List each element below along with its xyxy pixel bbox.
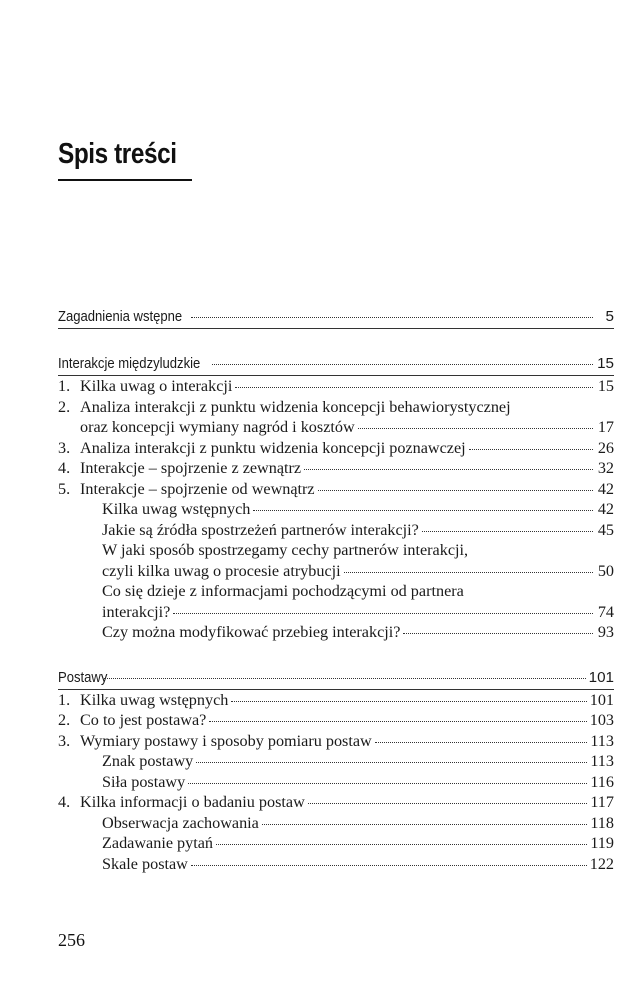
dot-leader	[358, 427, 593, 429]
toc-section-heading[interactable]	[58, 306, 614, 329]
entry-title: Wymiary postawy i sposoby pomiaru postaw	[80, 731, 372, 750]
entry-title: W jaki sposób spostrzegamy cechy partnerów interakcji,	[102, 541, 469, 559]
entry-title: Interakcje – spojrzenie z zewnątrz	[80, 459, 302, 477]
toc-entry[interactable]	[58, 833, 614, 854]
dot-leader	[188, 782, 587, 784]
entry-page-number: 119	[590, 834, 614, 852]
section-title: Postawy	[58, 668, 108, 686]
entry-title: Analiza interakcji z punktu widzenia koncepcji poznawczej	[80, 438, 466, 457]
entry-title: Co się dzieje z informacjami pochodzącymi od partnera	[102, 582, 464, 600]
entry-title: interakcji?	[102, 602, 171, 621]
dot-leader	[375, 741, 588, 743]
dot-leader	[308, 802, 588, 804]
entry-title: Znak postawy	[102, 752, 194, 770]
toc-entry[interactable]	[58, 731, 614, 752]
toc-entry[interactable]	[58, 438, 614, 459]
toc-entry[interactable]	[58, 397, 614, 418]
section-title: Zagadnienia wstępne	[58, 308, 183, 325]
entry-title: Analiza interakcji z punktu widzenia koncepcji behawiorystycznej	[80, 397, 511, 416]
entry-title: Kilka uwag o interakcji	[80, 377, 233, 395]
dot-leader	[191, 316, 593, 318]
entry-title: Siła postawy	[102, 772, 186, 791]
entry-page-number: 17	[597, 418, 614, 436]
entry-page-number: 42	[597, 479, 614, 498]
dot-leader	[262, 823, 587, 825]
toc-entry[interactable]	[58, 540, 614, 561]
dot-leader	[209, 720, 586, 722]
entry-page-number: 74	[597, 602, 614, 621]
entry-page-number: 101	[589, 690, 614, 709]
dot-leader	[104, 677, 585, 679]
dot-leader	[231, 700, 586, 702]
toc-section-heading[interactable]	[58, 667, 614, 690]
entry-number: 4.	[58, 793, 71, 811]
entry-number: 1.	[58, 690, 71, 709]
entry-title: Co to jest postawa?	[80, 711, 207, 729]
entry-number: 3.	[58, 731, 71, 750]
dot-leader	[422, 530, 593, 532]
entry-title: Interakcje – spojrzenie od wewnątrz	[80, 479, 315, 498]
entry-page-number: 15	[597, 377, 614, 395]
dot-leader	[212, 363, 593, 365]
section-page-number: 15	[597, 355, 614, 372]
entry-page-number: 118	[590, 813, 614, 832]
toc-entry[interactable]	[58, 854, 614, 875]
toc-entry[interactable]	[58, 813, 614, 834]
section-title: Interakcje międzyludzkie	[58, 355, 201, 372]
dot-leader	[304, 468, 593, 470]
entry-page-number: 26	[597, 438, 614, 457]
section-page-number: 101	[588, 668, 614, 686]
entry-number: 3.	[58, 438, 71, 457]
entry-page-number: 117	[590, 793, 614, 811]
toc-entry[interactable]	[58, 479, 614, 500]
toc-entry[interactable]	[58, 499, 614, 520]
toc-entry[interactable]	[58, 622, 614, 643]
dot-leader	[173, 612, 593, 614]
entry-page-number: 42	[597, 500, 614, 518]
toc-entry[interactable]	[58, 772, 614, 793]
entry-title: oraz koncepcji wymiany nagród i kosztów	[80, 418, 355, 436]
toc-entry[interactable]	[58, 520, 614, 541]
entry-page-number: 113	[590, 731, 614, 750]
entry-title: Obserwacja zachowania	[102, 813, 259, 832]
toc-entry[interactable]	[58, 417, 614, 438]
entry-page-number: 122	[589, 854, 614, 873]
dot-leader	[253, 509, 593, 511]
entry-title: Jakie są źródła spostrzeżeń partnerów interakcji?	[102, 520, 419, 539]
entry-title: Kilka uwag wstępnych	[80, 690, 229, 709]
entry-title: czyli kilka uwag o procesie atrybucji	[102, 561, 341, 580]
entry-number: 5.	[58, 479, 71, 498]
dot-leader	[191, 864, 587, 866]
entry-title: Skale postaw	[102, 854, 188, 873]
table-of-contents	[58, 306, 614, 874]
entry-page-number: 45	[597, 520, 614, 539]
toc-entry[interactable]	[58, 458, 614, 479]
entry-number: 4.	[58, 459, 71, 477]
toc-entry[interactable]	[58, 751, 614, 772]
entry-page-number: 93	[597, 623, 614, 641]
section-gap	[58, 329, 614, 353]
toc-entry[interactable]	[58, 376, 614, 397]
section-page-number: 5	[605, 308, 614, 325]
entry-number: 1.	[58, 377, 71, 395]
entry-title: Kilka informacji o badaniu postaw	[80, 793, 305, 811]
entry-page-number: 103	[589, 711, 614, 729]
entry-number: 2.	[58, 397, 71, 416]
toc-entry[interactable]	[58, 581, 614, 602]
toc-section-heading[interactable]	[58, 353, 614, 376]
page-number: 256	[58, 930, 85, 950]
title-underline	[58, 179, 192, 181]
section-gap	[58, 643, 614, 667]
toc-entry[interactable]	[58, 602, 614, 623]
dot-leader	[318, 489, 593, 491]
entry-title: Zadawanie pytań	[102, 834, 214, 852]
dot-leader	[344, 571, 593, 573]
entry-title: Kilka uwag wstępnych	[102, 500, 251, 518]
dot-leader	[235, 386, 593, 388]
toc-entry[interactable]	[58, 561, 614, 582]
page-title: Spis treści	[58, 138, 177, 170]
dot-leader	[403, 632, 593, 634]
dot-leader	[469, 448, 593, 450]
toc-entry[interactable]	[58, 792, 614, 813]
dot-leader	[196, 761, 587, 763]
entry-page-number: 113	[590, 752, 614, 770]
entry-title: Czy można modyfikować przebieg interakcji?	[102, 623, 401, 641]
entry-page-number: 116	[590, 772, 614, 791]
dot-leader	[216, 843, 587, 845]
toc-entry[interactable]	[58, 690, 614, 711]
toc-entry[interactable]	[58, 710, 614, 731]
entry-page-number: 50	[597, 561, 614, 580]
entry-number: 2.	[58, 711, 71, 729]
entry-page-number: 32	[597, 459, 614, 477]
